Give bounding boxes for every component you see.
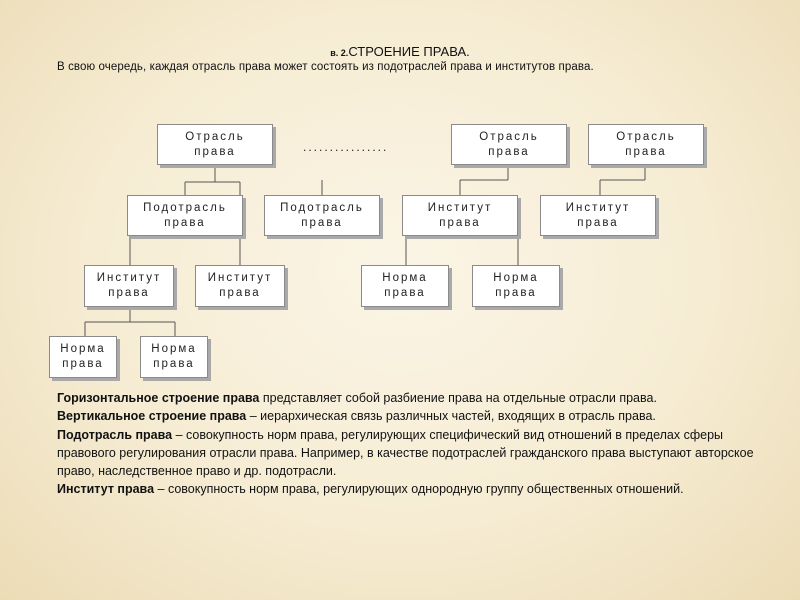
definition-institut: [57, 480, 757, 498]
definition-text: – иерархическая связь различных частей, входящих в отрасль права.: [246, 409, 656, 424]
box-label: Отрасль: [616, 130, 676, 143]
definition-text: представляет собой разбиение права на отдельные отрасли права.: [259, 391, 657, 405]
box-label: Норма: [493, 272, 539, 284]
definition-text: – совокупность норм права, регулирующих однородную группу общественных отношений.: [154, 482, 684, 497]
box-label: Институт: [427, 201, 493, 214]
box-label: права: [488, 145, 530, 158]
subtitle: В свою очередь, каждая отрасль права может состоять из подотраслей права и институтов права.: [57, 61, 594, 73]
box-label: права: [153, 358, 195, 370]
box-label: права: [164, 216, 206, 229]
box-label: Подотрасль: [143, 201, 227, 214]
box-podotrasl-2: [264, 195, 380, 236]
definition-term: Горизонтальное строение права: [57, 391, 260, 405]
box-norma-2: [472, 265, 560, 307]
box-norma-3: [49, 336, 117, 378]
box-norma-1: [361, 265, 449, 307]
box-label: права: [108, 287, 150, 299]
title-number: в. 2.: [330, 48, 349, 58]
ellipsis: ................: [303, 140, 389, 154]
definition-term: Вертикальное строение права: [57, 409, 247, 424]
box-label: права: [62, 358, 104, 370]
definition-horizontal: [57, 389, 757, 407]
box-label: права: [625, 145, 667, 158]
box-label: права: [577, 216, 619, 229]
box-label: Институт: [565, 201, 631, 214]
definition-term: Институт права: [57, 482, 155, 497]
box-label: Отрасль: [479, 130, 539, 143]
box-label: права: [384, 287, 426, 299]
box-otrasl-3: [588, 124, 704, 165]
box-label: Норма: [382, 272, 428, 284]
box-norma-4: [140, 336, 208, 378]
box-podotrasl-1: [127, 195, 243, 236]
box-label: права: [439, 216, 481, 229]
box-label: Подотрасль: [280, 201, 364, 214]
box-label: права: [495, 287, 537, 299]
box-label: Норма: [151, 343, 197, 355]
box-institut-1: [402, 195, 518, 236]
title-text: СТРОЕНИЕ ПРАВА.: [348, 44, 470, 59]
box-label: Норма: [60, 343, 106, 355]
box-institut-3: [84, 265, 174, 307]
definition-vertical: [57, 407, 757, 425]
definitions: [57, 389, 757, 499]
box-otrasl-2: [451, 124, 567, 165]
definition-podotrasl: [57, 426, 757, 481]
box-institut-4: [195, 265, 285, 307]
box-label: права: [194, 145, 236, 158]
box-label: права: [219, 287, 261, 299]
box-label: права: [301, 216, 343, 229]
box-label: Отрасль: [185, 130, 245, 143]
definition-text: – совокупность норм права, регулирующих специфический вид отношений в пределах сферы правового регулирования отрасли права. Например, в качестве подотраслей гражданского права выступают авторское право, наследственное право и др. подотрасли.: [57, 427, 754, 479]
definition-term: Подотрасль права: [57, 427, 173, 442]
box-label: Институт: [96, 272, 162, 284]
box-otrasl-1: [157, 124, 273, 165]
box-label: Институт: [207, 272, 273, 284]
box-institut-2: [540, 195, 656, 236]
